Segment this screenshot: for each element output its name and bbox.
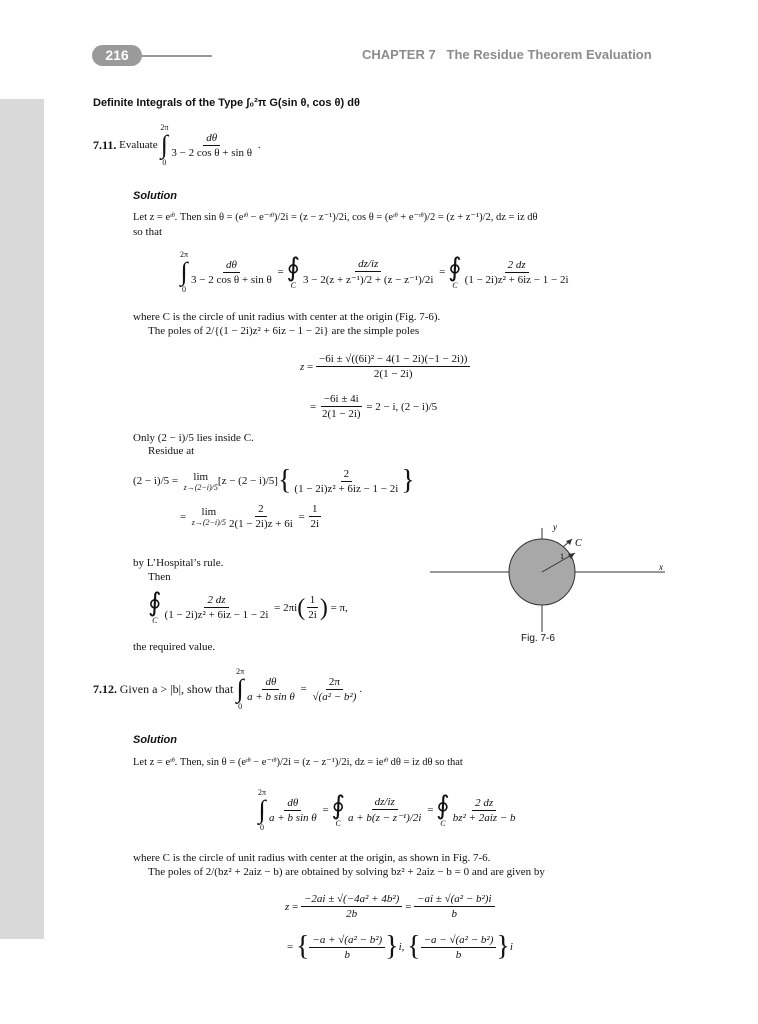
problem-7-12-statement: 7.12. Given a > |b|, show that 2π ∫ 0 $\frac{d\theta}{\text{a + b sin θ}}$ = $\frac{2\pi}{\text{√(a² − b²)}}$ . xyxy=(93,667,363,711)
label-c: C xyxy=(575,538,582,549)
problem-7-11-statement: 7.11. Evaluate 2π ∫ 0 $\frac{d\theta}{\text{3 − 2 cos θ + sin θ}}$ . xyxy=(93,123,261,167)
label-y: y xyxy=(553,522,557,532)
residue-at: Residue at xyxy=(148,445,195,457)
header-rule xyxy=(140,55,212,57)
pole-formula: z = $\frac{\text{−6i ± √((6i)² − 4(1 − 2i)(−1 − 2i))}}{2(1 - 2i)}$ xyxy=(300,353,470,380)
chapter-heading xyxy=(362,47,652,62)
only-inside-line: Only (2 − i)/5 lies inside C. xyxy=(133,432,254,444)
lower-limit: 0 xyxy=(162,158,167,167)
integrand: $\frac{d\theta}{\text{3 − 2 cos θ + sin θ}}$ xyxy=(171,131,253,159)
page-number: 216 xyxy=(92,45,142,66)
upper-limit: 2π xyxy=(160,123,169,132)
side-margin-strip xyxy=(0,99,44,939)
pole-values: = $\frac{-6i \pm 4i}{2(1 - 2i)}$ = 2 − i, (2 − i)/5 xyxy=(310,393,438,420)
given-label: Given a > |b|, show that xyxy=(119,681,234,696)
required-value: the required value. xyxy=(133,641,216,653)
residue-result: = lim z→(2−i)/5 $\frac{2}{2(1 - 2i)z + 6i}$ = $\frac{1}{2i}$ xyxy=(180,503,320,530)
so-that: so that xyxy=(133,226,163,238)
poles-line-2: The poles of 2/(bz² + 2aiz − b) are obtained by solving bz² + 2aiz − b = 0 and are given by xyxy=(148,866,545,878)
residue-limit: (2 − i)/5 = lim z→(2−i)/5 [z − (2 − i)/5] { $\frac{2}{\text{(1 − 2i)z² + 6iz − 1 − 2i}}$ } xyxy=(133,465,415,496)
then-label: Then xyxy=(148,571,171,583)
pole-formula-2: z = $\frac{\text{−2ai ± √(−4a² + 4b²)}}{2b}$ = $\frac{\text{−ai ± √(a² − b²)i}}{b}$ xyxy=(285,893,495,920)
pole-roots-2: = { $\frac{\text{−a + √(a² − b²)}}{b}$ } i , { $\frac{\text{−a − √(a² − b²)}}{b}$ } i xyxy=(287,931,513,962)
final-equation: ∮ C $\frac{2 dz}{\text{(1 − 2i)z² + 6iz − 1 − 2i}}$ = 2πi ( $\frac{1}{2i}$ ) = π, xyxy=(148,588,348,625)
transform-equation: 2π ∫ 0 $\frac{d\theta}{\text{3 − 2 cos θ + sin θ}}$ = ∮ C $\frac{dz/iz}{\text{3 − 2(z + z⁻¹)/2 + (z − z⁻¹)/2i}}$ = ∮ C $\frac{2 dz}{\text{(1 − 2i)z² + 6iz − 1 − 2i}}$ xyxy=(180,250,569,294)
label-x: x xyxy=(659,562,663,572)
integral-sign: 2π ∫ 0 xyxy=(160,123,169,167)
chapter-title: The Residue Theorem Evaluation xyxy=(446,47,652,62)
where-line-2: where C is the circle of unit radius with center at the origin, as shown in Fig. 7-6. xyxy=(133,852,491,864)
section-title: Definite Integrals of the Type ∫₀²π G(sin θ, cos θ) dθ xyxy=(93,97,360,109)
transform-equation-2: 2π ∫ 0 $\frac{d\theta}{\text{a + b sin θ}}$ = ∮ C $\frac{dz/iz}{\text{a + b(z − z⁻¹)/2i}}$ = ∮ C $\frac{2 dz}{\text{bz² + 2aiz − b}}$ xyxy=(258,788,516,832)
figure-caption: Fig. 7-6 xyxy=(521,633,555,644)
problem-number: 7.12. xyxy=(93,681,117,696)
evaluate-label: Evaluate xyxy=(119,139,158,151)
solution-label-2: Solution xyxy=(133,734,177,746)
chapter-label: CHAPTER 7 xyxy=(362,47,436,62)
label-radius: 1 xyxy=(560,552,564,561)
where-line: where C is the circle of unit radius with center at the origin (Fig. 7-6). xyxy=(133,311,441,323)
problem-number: 7.11. xyxy=(93,137,117,152)
solution-label: Solution xyxy=(133,190,177,202)
lhospital-line: by L’Hospital’s rule. xyxy=(133,557,224,569)
let-line-2: Let z = eᶦᶿ. Then, sin θ = (eᶦᶿ − e⁻ᶦᶿ)/2i = (z − z⁻¹)/2i, dz = ieᶦᶿ dθ = iz dθ so that xyxy=(133,757,463,768)
figure-7-6 xyxy=(425,520,670,645)
let-line: Let z = eᶦᶿ. Then sin θ = (eᶦᶿ − e⁻ᶦᶿ)/2i = (z − z⁻¹)/2i, cos θ = (eᶦᶿ + e⁻ᶦᶿ)/2 = (z + z⁻¹)/2, dz = iz dθ xyxy=(133,212,538,223)
poles-line: The poles of 2/{(1 − 2i)z² + 6iz − 1 − 2i} are the simple poles xyxy=(148,325,420,337)
